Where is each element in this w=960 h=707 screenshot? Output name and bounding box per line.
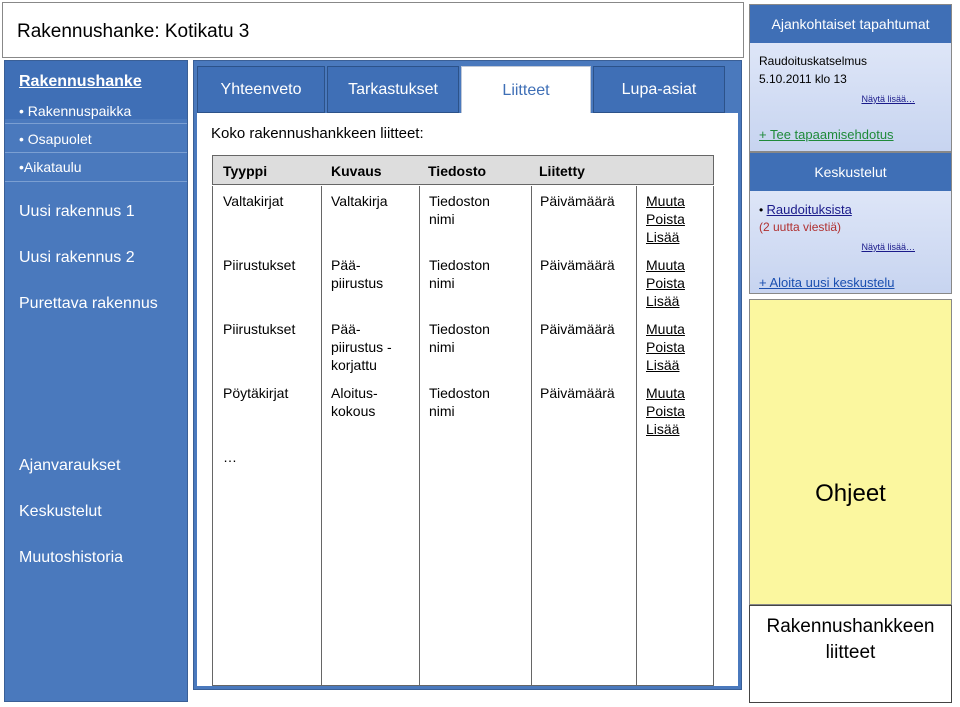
column-divider (636, 186, 637, 685)
event-title: Raudoituskatselmus (759, 54, 868, 68)
cell-date: Päivämäärä (540, 193, 615, 209)
table-header (212, 155, 714, 185)
events-more-link[interactable]: Näytä lisää… (861, 94, 915, 104)
events-header: Ajankohtaiset tapahtumat (750, 5, 951, 43)
cell-file (429, 256, 490, 292)
sidebar-item-label: Aikataulu (23, 159, 82, 175)
cell-desc: Valtakirja (331, 193, 388, 209)
cell-type: Piirustukset (223, 321, 296, 337)
tab-tarkastukset[interactable]: Tarkastukset (327, 66, 459, 113)
discussions-more-link[interactable]: Näytä lisää… (861, 242, 915, 252)
desc-line: piirustus (331, 275, 384, 291)
file-name-line: nimi (429, 403, 455, 419)
desc-line: Pää- (331, 321, 361, 337)
divider (5, 123, 187, 124)
sidebar-item-keskustelut[interactable]: Keskustelut (19, 503, 102, 520)
discussions-header: Keskustelut (750, 153, 951, 191)
help-panel[interactable] (749, 299, 952, 605)
start-discussion-link[interactable]: + Aloita uusi keskustelu (759, 275, 895, 290)
cell-desc (331, 256, 383, 292)
title-bar (2, 2, 744, 58)
file-name-line: nimi (429, 339, 455, 355)
edit-link[interactable]: Muuta (646, 193, 685, 209)
section-label: Koko rakennushankkeen liitteet: (211, 125, 424, 142)
sidebar-item-ajanvaraukset[interactable]: Ajanvaraukset (19, 457, 121, 474)
divider (5, 181, 187, 182)
discussion-count: (2 uutta viestiä) (759, 220, 842, 234)
cell-date: Päivämäärä (540, 385, 615, 401)
page-label (750, 614, 951, 666)
cell-date: Päivämäärä (540, 321, 615, 337)
edit-link[interactable]: Muuta (646, 321, 685, 337)
sidebar-item-label: Osapuolet (27, 131, 92, 147)
divider (5, 152, 187, 153)
cell-type: Valtakirjat (223, 193, 284, 209)
discussions-panel (749, 152, 952, 294)
attachments-table (212, 186, 714, 686)
cell-type: Piirustukset (223, 257, 296, 273)
discussion-title[interactable]: Raudoituksista (766, 202, 852, 217)
help-label: Ohjeet (815, 480, 886, 507)
cell-desc (331, 384, 378, 420)
ellipsis: … (223, 449, 237, 465)
cell-file (429, 320, 490, 356)
add-link[interactable]: Lisää (646, 421, 680, 437)
edit-link[interactable]: Muuta (646, 257, 685, 273)
events-panel (749, 4, 952, 152)
sidebar-item-label: Rakennuspaikka (27, 103, 132, 119)
delete-link[interactable]: Poista (646, 339, 685, 355)
column-divider (419, 186, 420, 685)
sidebar-project-1[interactable]: Uusi rakennus 1 (19, 203, 135, 220)
cell-file (429, 192, 490, 228)
desc-line: korjattu (331, 357, 377, 373)
tab-lupa-asiat[interactable]: Lupa-asiat (593, 66, 725, 113)
column-divider (531, 186, 532, 685)
delete-link[interactable]: Poista (646, 275, 685, 291)
desc-line: Aloitus- (331, 385, 378, 401)
desc-line: piirustus - (331, 339, 392, 355)
sidebar (4, 60, 188, 702)
discussion-item[interactable]: • Raudoituksista (759, 202, 852, 217)
sidebar-item-muutoshistoria[interactable]: Muutoshistoria (19, 549, 124, 566)
column-divider (321, 186, 322, 685)
column-header: Kuvaus (331, 163, 382, 179)
file-name-line: Tiedoston (429, 257, 490, 273)
tab-content (197, 113, 738, 686)
desc-line: Pää- (331, 257, 361, 273)
file-name-line: Tiedoston (429, 193, 490, 209)
file-name-line: Tiedoston (429, 385, 490, 401)
desc-line: kokous (331, 403, 376, 419)
tab-yhteenveto[interactable]: Yhteenveto (197, 66, 325, 113)
cell-file (429, 384, 490, 420)
sidebar-project-2[interactable]: Uusi rakennus 2 (19, 249, 135, 266)
cell-type: Pöytäkirjat (223, 385, 289, 401)
delete-link[interactable]: Poista (646, 403, 685, 419)
tab-liitteet[interactable]: Liitteet (461, 66, 591, 114)
file-name-line: nimi (429, 211, 455, 227)
column-header: Tyyppi (223, 163, 268, 179)
cell-desc (331, 320, 392, 374)
column-header: Liitetty (539, 163, 585, 179)
event-time: 5.10.2011 klo 13 (759, 72, 847, 86)
add-link[interactable]: Lisää (646, 229, 680, 245)
sidebar-item-rakennuspaikka[interactable]: • Rakennuspaikka (19, 103, 132, 119)
file-name-line: nimi (429, 275, 455, 291)
main-panel (193, 60, 742, 690)
sidebar-heading-link[interactable]: Rakennushanke (19, 73, 142, 90)
cell-date: Päivämäärä (540, 257, 615, 273)
edit-link[interactable]: Muuta (646, 385, 685, 401)
file-name-line: Tiedoston (429, 321, 490, 337)
propose-meeting-link[interactable]: + Tee tapaamisehdotus (759, 127, 894, 142)
add-link[interactable]: Lisää (646, 357, 680, 373)
add-link[interactable]: Lisää (646, 293, 680, 309)
delete-link[interactable]: Poista (646, 211, 685, 227)
page-label-line: liitteet (825, 642, 876, 663)
sidebar-item-aikataulu[interactable]: •Aikataulu (19, 159, 82, 175)
sidebar-item-osapuolet[interactable]: • Osapuolet (19, 131, 92, 147)
page-label-box (749, 605, 952, 703)
sidebar-project-3[interactable]: Purettava rakennus (19, 295, 158, 312)
page-label-line: Rakennushankkeen (766, 616, 935, 637)
page-title: Rakennushanke: Kotikatu 3 (17, 21, 250, 42)
column-header: Tiedosto (428, 163, 487, 179)
